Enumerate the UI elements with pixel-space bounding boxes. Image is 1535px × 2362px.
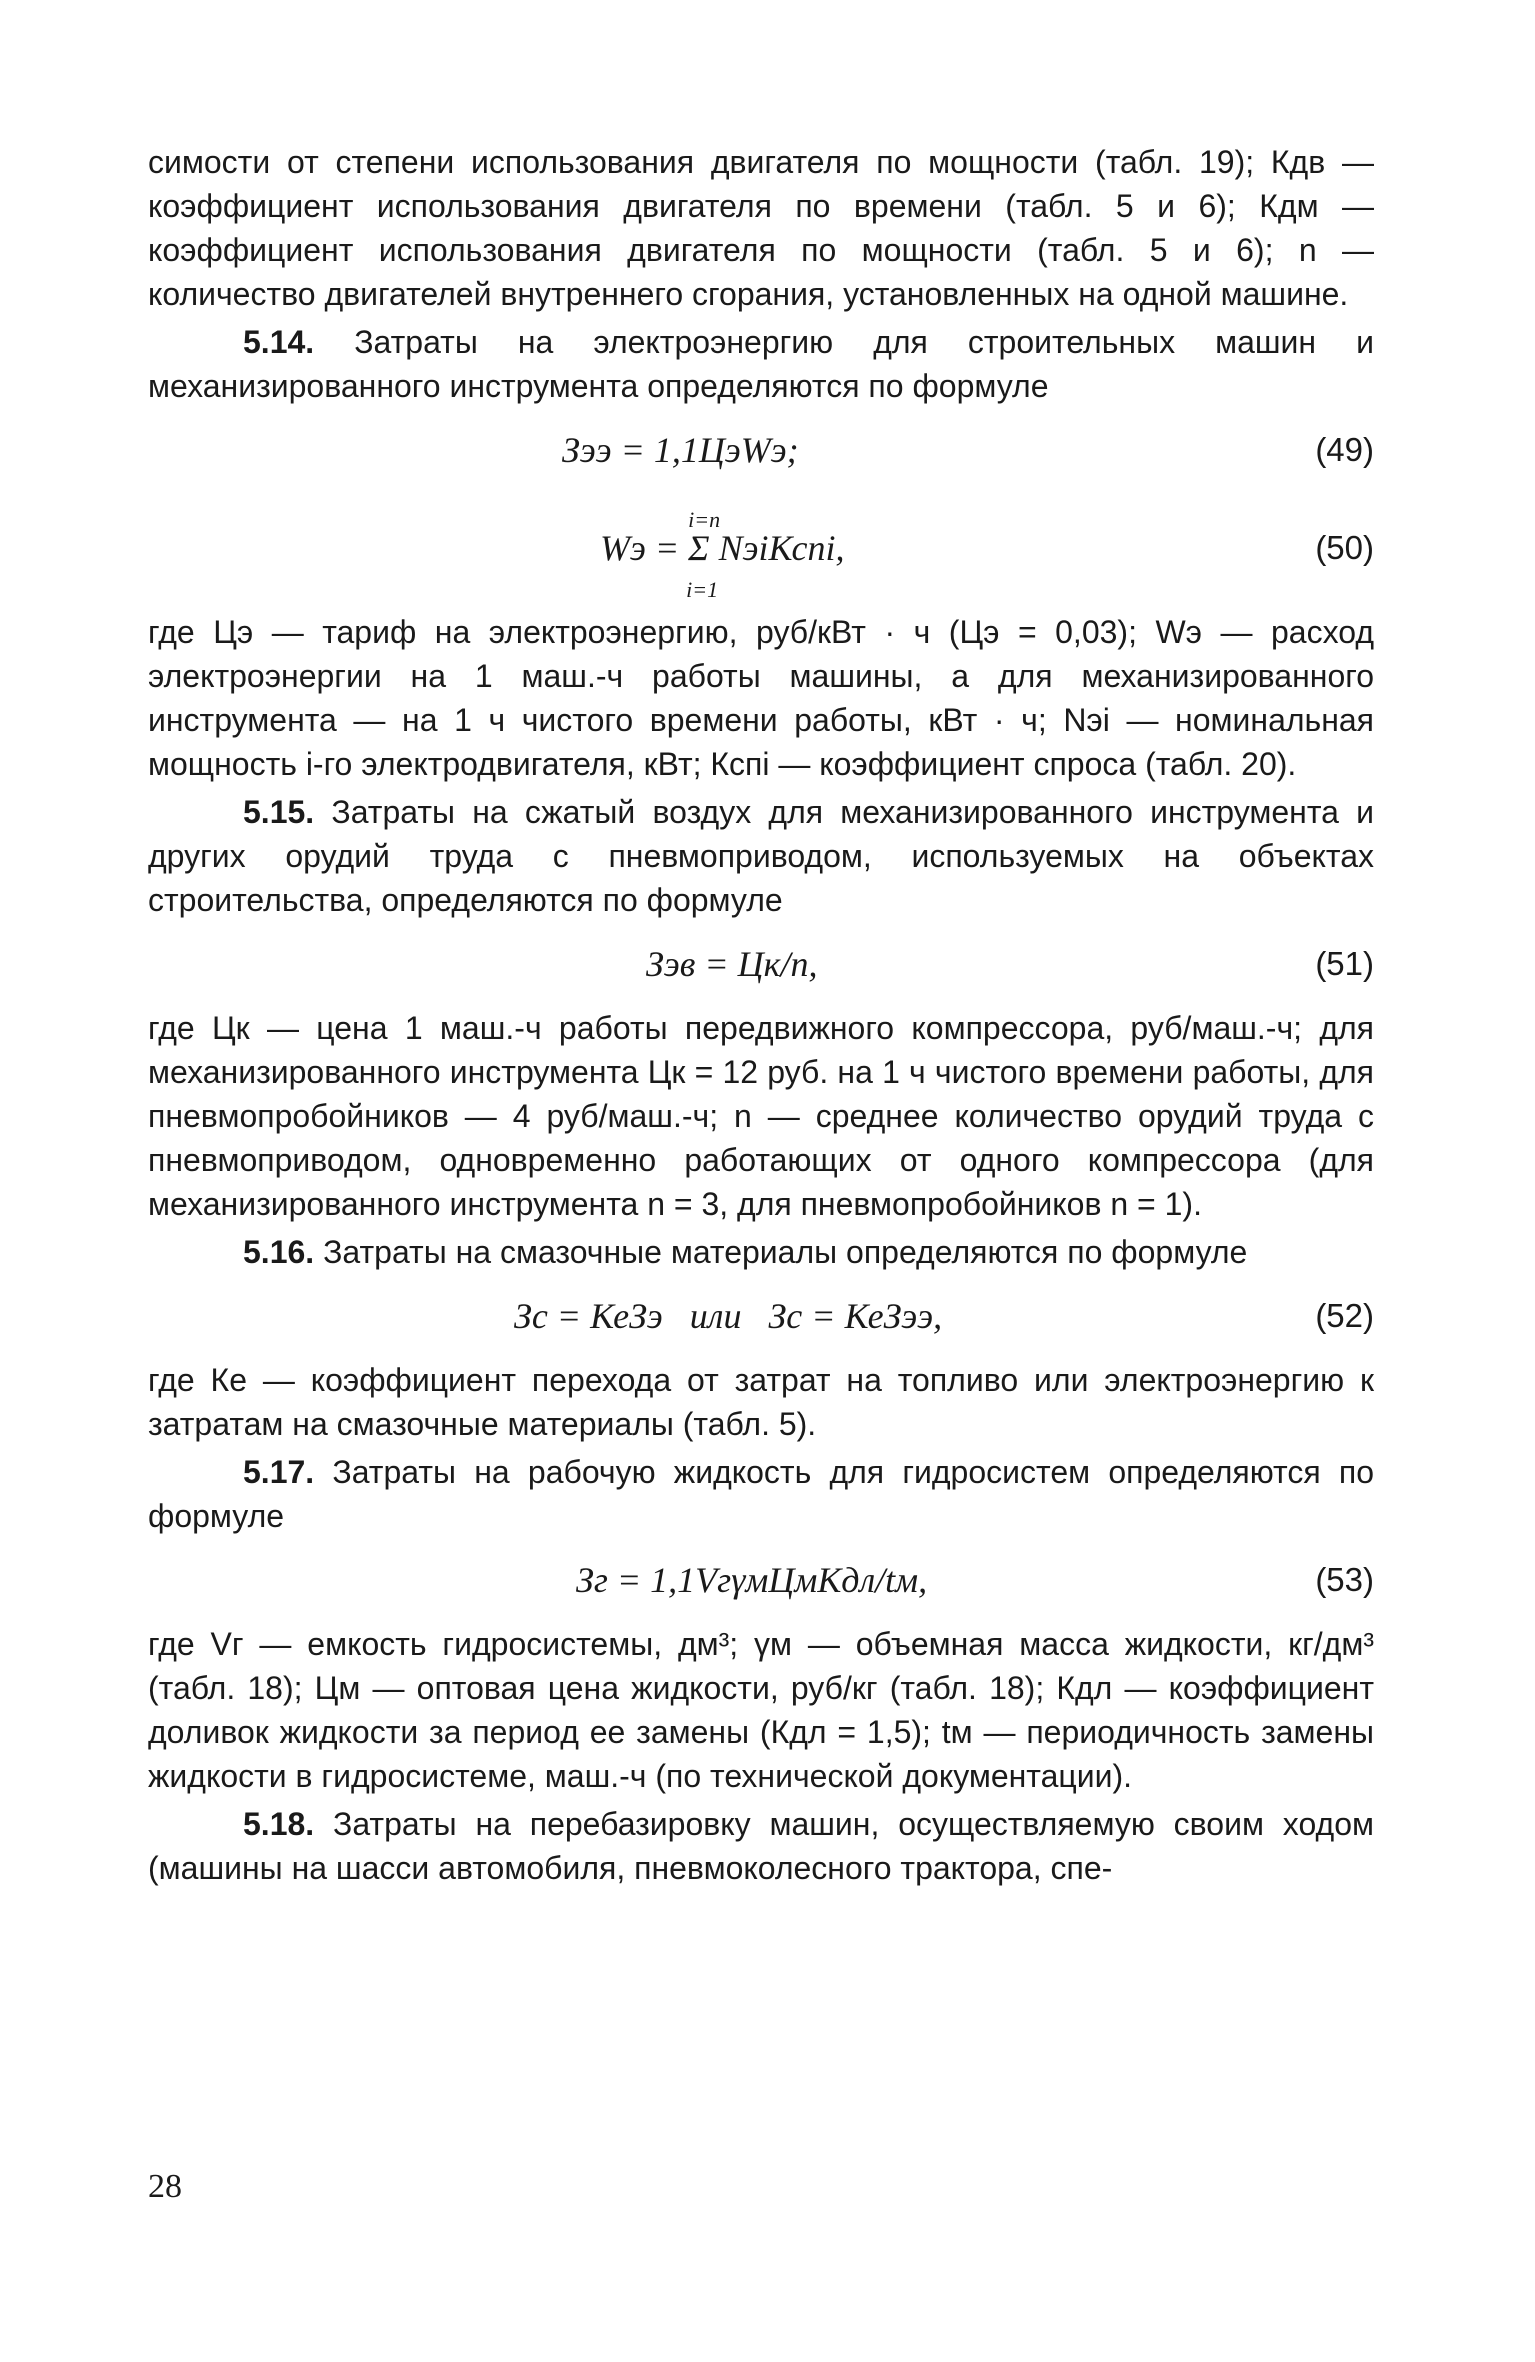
- equation-51: [148, 922, 1374, 1006]
- equation-number: (52): [1315, 1297, 1374, 1334]
- equation-lhs: Wэ =: [600, 528, 689, 568]
- equation-52: [148, 1274, 1374, 1358]
- equation-number: (51): [1315, 945, 1374, 982]
- paragraph-text: Затраты на перебазировку машин, осуществляемую своим ходом (машины на шасси автомобиля, пневмоколесного трактора, спе-: [148, 1806, 1374, 1886]
- equation-formula: Зээ = 1,1ЦэWэ;: [562, 430, 799, 470]
- equation-number: (53): [1315, 1561, 1374, 1598]
- paragraph-5-17: [148, 1450, 1374, 1538]
- summation-sign: [686, 507, 721, 602]
- paragraph-text: Затраты на рабочую жидкость для гидросистем определяются по формуле: [148, 1454, 1374, 1534]
- page-text-column: [148, 140, 1374, 1890]
- equation-50: [148, 492, 1374, 610]
- paragraph-5-18: [148, 1802, 1374, 1890]
- equation-formula: Зэв = Цк/n,: [646, 944, 818, 984]
- section-number: 5.15.: [243, 794, 315, 830]
- equation-number: (50): [1315, 529, 1374, 566]
- section-number: 5.14.: [243, 324, 315, 360]
- equation-number: (49): [1315, 431, 1374, 468]
- summation-lower-limit: i=1: [686, 577, 719, 602]
- paragraph-after-eq53: где Vг — емкость гидросистемы, дм³; γм — объемная масса жидкости, кг/дм³ (табл. 18); Цм — оптовая цена жидкости, руб/кг (табл. 18); Кдл — коэффициент доливок жидкости за период ее замены (Кдл = 1,5); tм — периодичность замены жидкости в гидросистеме, маш.-ч (по технической документации).: [148, 1626, 1374, 1794]
- section-number: 5.17.: [243, 1454, 315, 1490]
- paragraph-5-15: [148, 790, 1374, 922]
- page-number: 28: [148, 2168, 182, 2205]
- equation-53: [148, 1538, 1374, 1622]
- section-number: 5.16.: [243, 1234, 315, 1270]
- paragraph-text: Затраты на смазочные материалы определяются по формуле: [314, 1234, 1248, 1270]
- equation-formula: [600, 507, 845, 602]
- equation-rhs: NэiКспi,: [709, 528, 845, 568]
- sigma-glyph: Σ: [688, 528, 710, 568]
- paragraph-after-eq51: где Цк — цена 1 маш.-ч работы передвижного компрессора, руб/маш.-ч; для механизированного инструмента Цк = 12 руб. на 1 ч чистого времени работы, для пневмопробойников — 4 руб/маш.-ч; n — среднее количество орудий труда с пневмоприводом, одновременно работающих от одного компрессора (для механизированного инструмента n = 3, для пневмопробойников n = 1).: [148, 1010, 1374, 1222]
- paragraph-after-eq52: где Ке — коэффициент перехода от затрат на топливо или электроэнергию к затратам на смазочные материалы (табл. 5).: [148, 1362, 1374, 1442]
- paragraph-text: Затраты на электроэнергию для строительных машин и механизированного инструмента определяются по формуле: [148, 324, 1374, 404]
- paragraph-5-14: [148, 320, 1374, 408]
- equation-formula: Зс = КеЗэ или Зс = КеЗээ,: [514, 1296, 943, 1336]
- paragraph-5-16: [148, 1230, 1374, 1274]
- summation-upper-limit: i=n: [688, 507, 721, 532]
- paragraph-intro: симости от степени использования двигателя по мощности (табл. 19); Кдв — коэффициент использования двигателя по времени (табл. 5 и 6); Кдм — коэффициент использования двигателя по мощности (табл. 5 и 6); n — количество двигателей внутреннего сгорания, установленных на одной машине.: [148, 144, 1374, 312]
- section-number: 5.18.: [243, 1806, 315, 1842]
- equation-formula: Зг = 1,1VгγмЦмКдл/tм,: [576, 1560, 928, 1600]
- paragraph-text: Затраты на сжатый воздух для механизированного инструмента и других орудий труда с пневмоприводом, используемых на объектах строительства, определяются по формуле: [148, 794, 1374, 918]
- equation-49: [148, 408, 1374, 492]
- paragraph-after-eq50: где Цэ — тариф на электроэнергию, руб/кВт · ч (Цэ = 0,03); Wэ — расход электроэнергии на 1 маш.-ч работы машины, а для механизированного инструмента — на 1 ч чистого времени работы, кВт · ч; Nэi — номинальная мощность i-го электродвигателя, кВт; Кспi — коэффициент спроса (табл. 20).: [148, 614, 1374, 782]
